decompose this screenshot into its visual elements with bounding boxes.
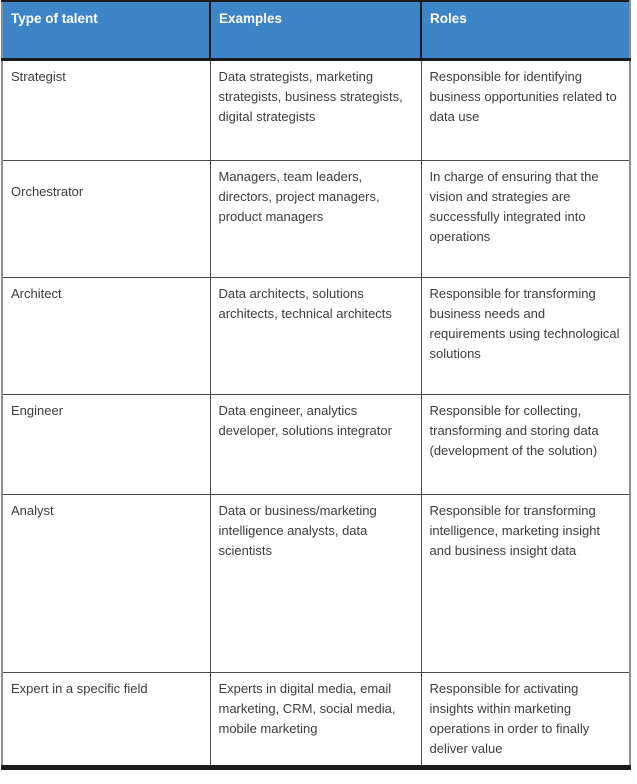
expert-examples-cell: Experts in digital media, email marketing, CRM, social media, mobile marketing bbox=[210, 672, 421, 767]
architect-examples-cell: Data architects, solutions architects, technical architects bbox=[210, 277, 421, 394]
talent-table bbox=[1, 0, 631, 770]
orchestrator-examples-cell: Managers, team leaders, directors, project managers, product managers bbox=[210, 160, 421, 277]
table-row-strategist bbox=[2, 59, 630, 160]
engineer-examples-cell: Data engineer, analytics developer, solutions integrator bbox=[210, 394, 421, 494]
column-header-examples: Examples bbox=[210, 1, 421, 59]
table-header-row bbox=[2, 1, 630, 59]
table-row-expert bbox=[2, 672, 630, 767]
table-row-engineer bbox=[2, 394, 630, 494]
column-header-roles: Roles bbox=[421, 1, 630, 59]
analyst-roles-cell: Responsible for transforming intelligence, marketing insight and business insight data bbox=[421, 494, 630, 672]
table-row-architect bbox=[2, 277, 630, 394]
strategist-roles-cell: Responsible for identifying business opportunities related to data use bbox=[421, 59, 630, 160]
expert-type-cell: Expert in a specific field bbox=[2, 672, 210, 767]
table-row-orchestrator bbox=[2, 160, 630, 277]
column-header-type-of-talent: Type of talent bbox=[2, 1, 210, 59]
table-row-analyst bbox=[2, 494, 630, 672]
architect-roles-cell: Responsible for transforming business needs and requirements using technological solutions bbox=[421, 277, 630, 394]
strategist-examples-cell: Data strategists, marketing strategists, business strategists, digital strategists bbox=[210, 59, 421, 160]
orchestrator-roles-cell: In charge of ensuring that the vision and strategies are successfully integrated into operations bbox=[421, 160, 630, 277]
architect-type-cell: Architect bbox=[2, 277, 210, 394]
expert-roles-cell: Responsible for activating insights within marketing operations in order to finally deliver value bbox=[421, 672, 630, 767]
analyst-type-cell: Analyst bbox=[2, 494, 210, 672]
engineer-roles-cell: Responsible for collecting, transforming and storing data (development of the solution) bbox=[421, 394, 630, 494]
engineer-type-cell: Engineer bbox=[2, 394, 210, 494]
analyst-examples-cell: Data or business/marketing intelligence analysts, data scientists bbox=[210, 494, 421, 672]
orchestrator-type-cell: Orchestrator bbox=[2, 160, 210, 277]
strategist-type-cell: Strategist bbox=[2, 59, 210, 160]
